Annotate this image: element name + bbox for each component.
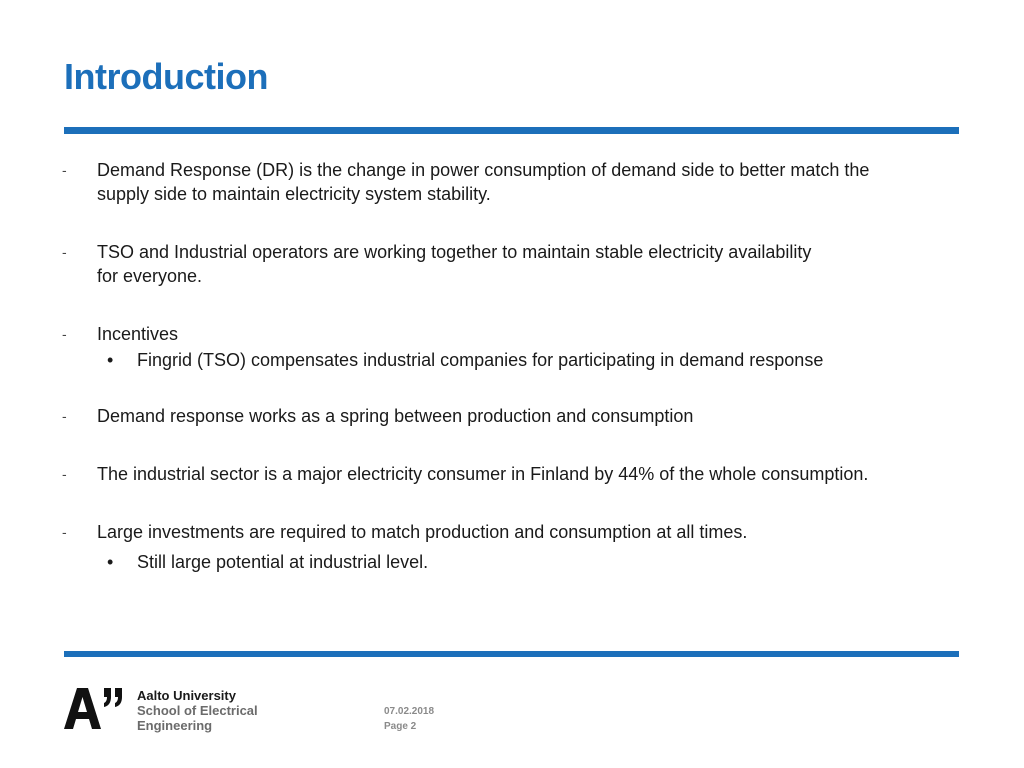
aalto-logo-icon xyxy=(64,686,124,730)
footer-divider xyxy=(64,651,959,657)
list-item-text: supply side to maintain electricity system stability. xyxy=(97,184,491,204)
school-line: Engineering xyxy=(137,718,213,733)
dash-marker: - xyxy=(62,244,67,260)
sub-list-item-text: Fingrid (TSO) compensates industrial companies for participating in demand response xyxy=(137,350,824,370)
page-number: Page 2 xyxy=(384,721,417,732)
list-item xyxy=(60,520,960,574)
bullet-list xyxy=(60,158,960,574)
university-line: Aalto University xyxy=(137,688,236,703)
list-item-text: TSO and Industrial operators are working together to maintain stable electricity availability xyxy=(97,242,812,262)
dash-marker: - xyxy=(62,466,67,482)
sub-list-item xyxy=(97,550,960,574)
bullet-dot-icon: • xyxy=(107,350,114,370)
page-title: Introduction xyxy=(64,56,268,97)
list-item-text: Demand response works as a spring between production and consumption xyxy=(97,406,694,426)
list-item-text: Demand Response (DR) is the change in power consumption of demand side to better match the xyxy=(97,160,870,180)
list-item-text: The industrial sector is a major electricity consumer in Finland by 44% of the whole consumption. xyxy=(97,464,869,484)
list-item xyxy=(60,404,960,428)
footer-info xyxy=(384,704,434,734)
dash-marker: - xyxy=(62,162,67,178)
dash-marker: - xyxy=(62,326,67,342)
list-item xyxy=(60,158,960,206)
school-line: School of Electrical xyxy=(137,703,258,718)
list-item-text: for everyone. xyxy=(97,266,203,286)
list-item xyxy=(60,240,960,288)
sub-list-item xyxy=(97,348,960,372)
list-item xyxy=(60,322,960,372)
university-name xyxy=(137,688,258,733)
list-item-text: Large investments are required to match production and consumption at all times. xyxy=(97,522,748,542)
sub-list-item-text: Still large potential at industrial level. xyxy=(137,552,429,572)
header-divider xyxy=(64,127,959,134)
list-item-text: Incentives xyxy=(97,324,179,344)
dash-marker: - xyxy=(62,524,67,540)
slide-date: 07.02.2018 xyxy=(384,706,435,717)
dash-marker: - xyxy=(62,408,67,424)
list-item xyxy=(60,462,960,486)
bullet-dot-icon: • xyxy=(107,552,114,572)
